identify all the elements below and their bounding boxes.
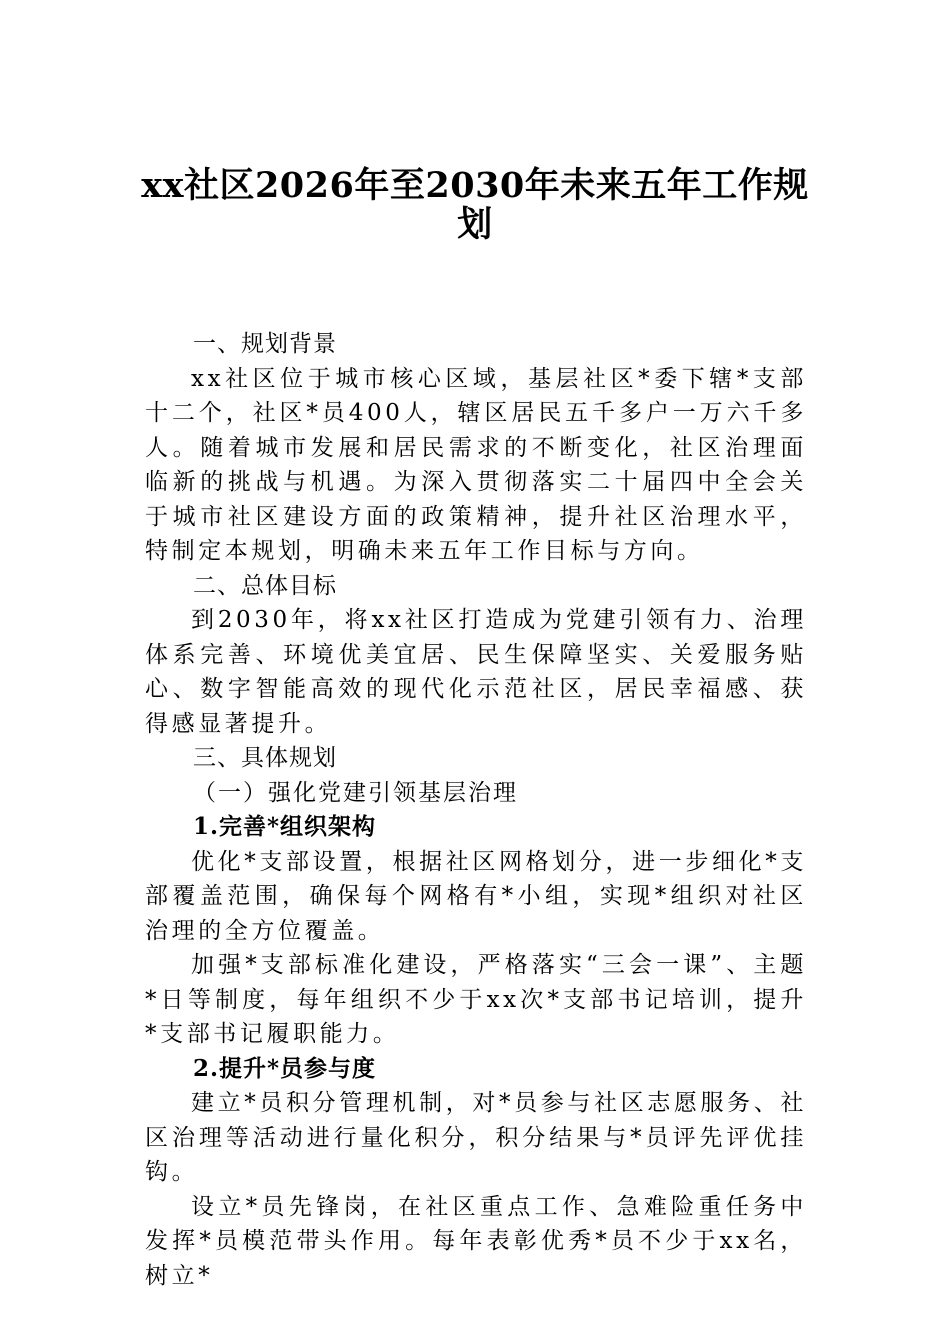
document-body: [145, 327, 807, 1293]
paragraph-participation-1: 建立*员积分管理机制，对*员参与社区志愿服务、社区治理等活动进行量化积分，积分结果与*员评先评优挂钩。: [145, 1090, 807, 1185]
section-heading-background: 一、规划背景: [193, 331, 337, 357]
subsection-heading-party-leadership: （一）强化党建引领基层治理: [193, 779, 518, 806]
paragraph-organization-1: 优化*支部设置，根据社区网格划分，进一步细化*支部覆盖范围，确保每个网格有*小组，实现*组织对社区治理的全方位覆盖。: [145, 848, 807, 944]
section-heading-overall-goal: 二、总体目标: [193, 572, 337, 599]
item-heading-participation: 2.提升*员参与度: [193, 1054, 377, 1082]
document-title-line-1: xx社区2026年至2030年未来五年工作规: [141, 165, 809, 206]
document-title-line-2: 划: [457, 204, 493, 245]
section-heading-specific-plan: 三、具体规划: [193, 745, 337, 771]
paragraph-participation-2: 设立*员先锋岗，在社区重点工作、急难险重任务中发挥*员模范带头作用。每年表彰优秀*员不少于xx名，树立*: [145, 1193, 807, 1289]
paragraph-organization-2: 加强*支部标准化建设，严格落实“三会一课”、主题*日等制度，每年组织不少于xx次*支部书记培训，提升*支部书记履职能力。: [145, 952, 807, 1047]
paragraph-background: xx社区位于城市核心区域，基层社区*委下辖*支部十二个，社区*员400人，辖区居民五千多户一万六千多人。随着城市发展和居民需求的不断变化，社区治理面临新的挑战与机遇。为深入贯彻落实二十届四中全会关于城市社区建设方面的政策精神，提升社区治理水平，特制定本规划，明确未来五年工作目标与方向。: [145, 365, 807, 564]
paragraph-overall-goal: 到2030年，将xx社区打造成为党建引领有力、治理体系完善、环境优美宜居、民生保障坚实、关爱服务贴心、数字智能高效的现代化示范社区，居民幸福感、获得感显著提升。: [145, 607, 807, 737]
item-heading-organization: 1.完善*组织架构: [193, 813, 377, 840]
